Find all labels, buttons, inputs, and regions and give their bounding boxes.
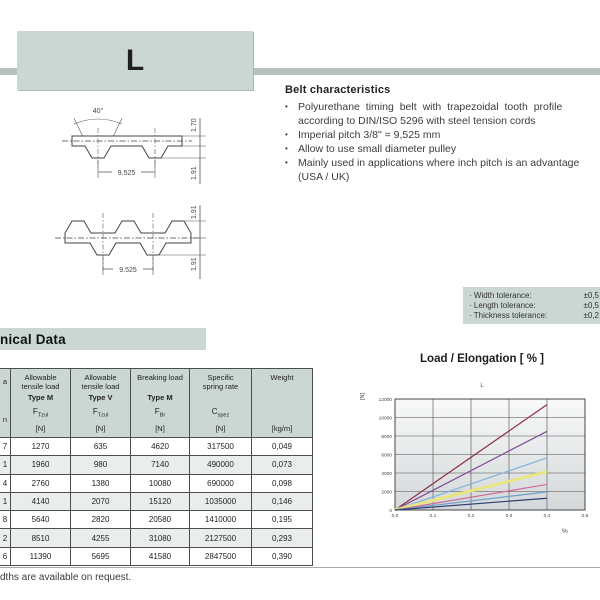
belt-characteristics bbox=[285, 84, 600, 184]
technical-data-table bbox=[0, 368, 313, 566]
table-cell: 20580 bbox=[131, 511, 190, 529]
belt-width-fragment: 4 bbox=[0, 475, 11, 493]
x-tick-label: 0,0 bbox=[391, 514, 399, 519]
table-cell: 980 bbox=[71, 456, 131, 474]
bullet-line: according to DIN/ISO 5296 with steel tension cords bbox=[298, 115, 536, 127]
table-cell: 690000 bbox=[190, 475, 252, 493]
footnote-rule bbox=[0, 567, 600, 568]
table-row bbox=[0, 548, 313, 566]
header-cell-tensile-v: Allowable tensile load Type V $F_{Tzul}$ [N] bbox=[71, 369, 131, 438]
table-cell: 1380 bbox=[71, 475, 131, 493]
bullet-item bbox=[285, 156, 600, 184]
section-title-bar bbox=[0, 328, 206, 350]
table-cell: 0,195 bbox=[252, 511, 313, 529]
table-cell: 15120 bbox=[131, 493, 190, 511]
pitch-label: 9.525 bbox=[117, 170, 136, 177]
angle-label: 40° bbox=[92, 108, 104, 115]
belt-width-fragment: 2 bbox=[0, 529, 11, 547]
table-cell: 41580 bbox=[131, 548, 190, 566]
chart-svg bbox=[360, 392, 600, 537]
table-body bbox=[0, 438, 313, 566]
table-cell: 11390 bbox=[11, 548, 71, 566]
y-tick-label: 0 bbox=[389, 508, 392, 514]
table-cell: 4255 bbox=[71, 529, 131, 547]
single-sided-belt-drawing bbox=[50, 98, 220, 198]
bullet-dot: • bbox=[285, 158, 288, 167]
tolerance-value: ±0,2 bbox=[583, 311, 599, 320]
tolerance-value: ±0,5 bbox=[583, 291, 599, 300]
table-cell: 2760 bbox=[11, 475, 71, 493]
table-row bbox=[0, 511, 313, 529]
y-tick-label: 4000 bbox=[381, 471, 392, 477]
load-elongation-chart bbox=[360, 392, 600, 537]
tolerance-row bbox=[463, 301, 600, 311]
table-cell: 0,146 bbox=[252, 493, 313, 511]
table-header bbox=[0, 369, 313, 438]
table-row bbox=[0, 529, 313, 547]
header-cell-belt-width bbox=[0, 369, 11, 438]
table-cell: 1410000 bbox=[190, 511, 252, 529]
tolerance-value: ±0,5 bbox=[583, 301, 599, 310]
bullet-dot: • bbox=[285, 102, 288, 111]
bullet-line: Imperial pitch 3/8" = 9,525 mm bbox=[298, 129, 441, 141]
footnote: dths are available on request. bbox=[0, 572, 132, 583]
bullet-dot: • bbox=[285, 144, 288, 153]
table-cell: 5640 bbox=[11, 511, 71, 529]
header-cell-spring-rate: Specific spring rate $C_{spez}$ [N] bbox=[190, 369, 252, 438]
table-cell: 0,098 bbox=[252, 475, 313, 493]
table-cell: 0,293 bbox=[252, 529, 313, 547]
tolerance-row bbox=[463, 311, 600, 321]
table-cell: 2127500 bbox=[190, 529, 252, 547]
bullet-line: Allow to use small diameter pulley bbox=[298, 143, 457, 155]
table-cell: 1035000 bbox=[190, 493, 252, 511]
x-tick-label: 0,3 bbox=[505, 514, 513, 519]
belt-characteristics-title: Belt characteristics bbox=[285, 84, 391, 96]
table-cell: 0,073 bbox=[252, 456, 313, 474]
chart-x-axis-unit: % bbox=[562, 528, 568, 535]
header-fragment: n bbox=[2, 414, 8, 424]
chart-title: Load / Elongation [ % ] bbox=[420, 353, 544, 365]
table-row bbox=[0, 493, 313, 511]
table-cell: 10080 bbox=[131, 475, 190, 493]
table-cell: 0,390 bbox=[252, 548, 313, 566]
tooth-height-label: 1.70 bbox=[191, 118, 198, 132]
y-tick-label: 12000 bbox=[378, 397, 392, 403]
table-cell: 0,049 bbox=[252, 438, 313, 456]
x-tick-label: 0,1 bbox=[429, 514, 437, 519]
table-cell: 2847500 bbox=[190, 548, 252, 566]
belt-height-label: 1.91 bbox=[191, 166, 198, 180]
x-tick-label: 0,4 bbox=[543, 514, 551, 519]
table-cell: 2820 bbox=[71, 511, 131, 529]
belt-width-fragment: 1 bbox=[0, 456, 11, 474]
belt-width-fragment: 8 bbox=[0, 511, 11, 529]
tolerance-row bbox=[463, 291, 600, 301]
pitch-label: 9.525 bbox=[119, 267, 137, 274]
bullet-line: (USA / UK) bbox=[298, 171, 350, 183]
table-cell: 635 bbox=[71, 438, 131, 456]
chart-y-axis-unit: [N] bbox=[360, 392, 366, 400]
header-fragment: a bbox=[2, 377, 8, 386]
table-cell: 7140 bbox=[131, 456, 190, 474]
bullet-item bbox=[285, 128, 600, 142]
table-row bbox=[0, 438, 313, 456]
table-cell: 8510 bbox=[11, 529, 71, 547]
bullet-dot: • bbox=[285, 130, 288, 139]
table-cell: 1270 bbox=[11, 438, 71, 456]
tolerance-label: · Length tolerance: bbox=[469, 301, 536, 310]
table-cell: 1960 bbox=[11, 456, 71, 474]
height-top-label: 1.91 bbox=[191, 205, 198, 219]
y-tick-label: 8000 bbox=[381, 434, 392, 440]
table-cell: 5695 bbox=[71, 548, 131, 566]
header-cell-weight: Weight [kg/m] bbox=[252, 369, 313, 438]
x-tick-label: 0,2 bbox=[467, 514, 475, 519]
chart-subtitle: L bbox=[480, 383, 484, 389]
table-cell: 4140 bbox=[11, 493, 71, 511]
y-tick-label: 6000 bbox=[381, 453, 392, 459]
table-cell: 31080 bbox=[131, 529, 190, 547]
section-title: nical Data bbox=[0, 331, 66, 347]
bullet-line: Mainly used in applications where inch pitch is an advantage bbox=[298, 157, 580, 169]
belt-width-fragment: 6 bbox=[0, 548, 11, 566]
table-cell: 317500 bbox=[190, 438, 252, 456]
profile-letter: L bbox=[125, 43, 145, 77]
profile-box bbox=[17, 31, 253, 90]
tolerance-label: · Width tolerance: bbox=[469, 291, 532, 300]
y-tick-label: 2000 bbox=[381, 490, 392, 496]
table-row bbox=[0, 456, 313, 474]
belt-width-fragment: 7 bbox=[0, 438, 11, 456]
bullet-line: Polyurethane timing belt with trapezoidal tooth profile bbox=[298, 101, 563, 113]
x-tick-label: 0,5 bbox=[581, 514, 589, 519]
table-cell: 2070 bbox=[71, 493, 131, 511]
header-cell-breaking-load: Breaking load Type M $F_{Br}$ [N] bbox=[131, 369, 190, 438]
table-row bbox=[0, 475, 313, 493]
bullet-item bbox=[285, 142, 600, 156]
height-bottom-label: 1.91 bbox=[191, 257, 198, 271]
belt-width-fragment: 1 bbox=[0, 493, 11, 511]
table-cell: 4620 bbox=[131, 438, 190, 456]
header-cell-tensile-m: Allowable tensile load Type M $F_{Tzul}$ [N] bbox=[11, 369, 71, 438]
double-sided-belt-drawing bbox=[50, 193, 220, 293]
table-cell: 490000 bbox=[190, 456, 252, 474]
bullet-item bbox=[285, 100, 600, 128]
tolerance-label: · Thickness tolerance: bbox=[469, 311, 548, 320]
y-tick-label: 10000 bbox=[378, 416, 392, 422]
tolerance-box bbox=[463, 287, 600, 324]
